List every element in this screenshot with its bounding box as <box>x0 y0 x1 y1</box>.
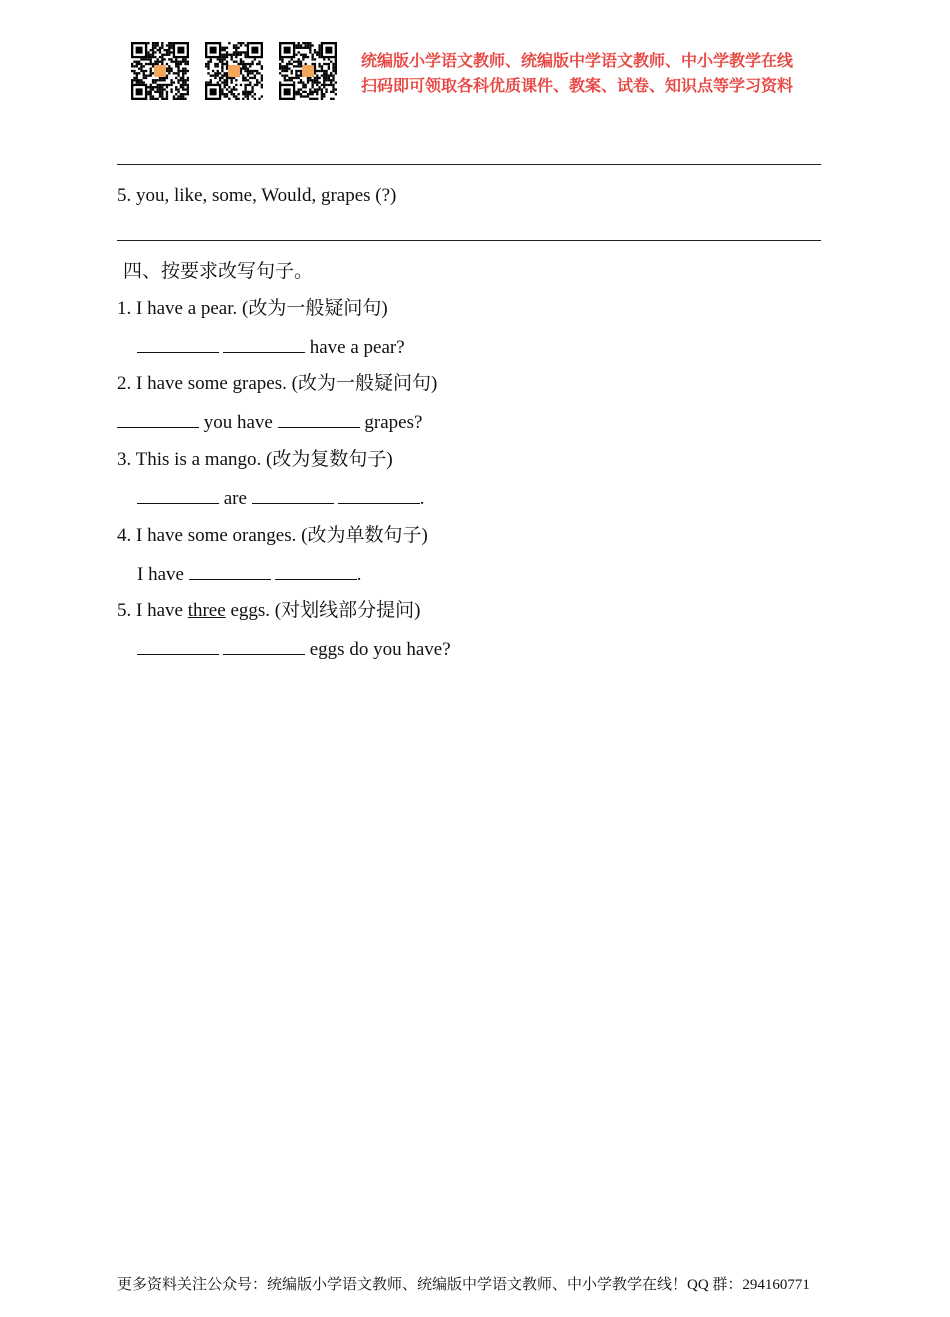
question-4: 4. I have some oranges. (改为单数句子) <box>117 525 428 546</box>
fill-blank[interactable] <box>189 562 271 580</box>
answer-text: grapes? <box>364 412 423 433</box>
page-footer: 更多资料关注公众号：统编版小学语文教师、统编版中学语文教师、中小学教学在线！QQ 群：294160771 <box>117 1277 810 1293</box>
answer-text: are <box>223 488 247 509</box>
banner-line-1: 统编版小学语文教师、统编版中学语文教师、中小学教学在线 <box>361 51 794 70</box>
fill-blank[interactable] <box>338 486 420 504</box>
section-title: 四、按要求改写句子。 <box>123 261 314 282</box>
fill-blank[interactable] <box>223 637 305 655</box>
fill-blank[interactable] <box>223 335 305 353</box>
question-5 <box>117 599 420 623</box>
question-3: 3. This is a mango. (改为复数句子) <box>117 449 393 470</box>
fill-blank[interactable] <box>137 335 219 353</box>
answer-3 <box>137 486 424 511</box>
fill-blank[interactable] <box>137 486 219 504</box>
qr-code-icon <box>205 42 263 100</box>
answer-text: . <box>419 488 425 509</box>
answer-text: have a pear? <box>309 337 405 358</box>
page-header <box>131 42 831 102</box>
promo-banner <box>361 48 831 98</box>
answer-text: I have <box>137 564 184 585</box>
exercise-item: 5. you, like, some, Would, grapes (?) <box>117 185 397 206</box>
banner-line-2: 扫码即可领取各科优质课件、教案、试卷、知识点等学习资料 <box>361 76 794 95</box>
qr-code-icon <box>131 42 189 100</box>
answer-line <box>117 240 821 241</box>
answer-4 <box>137 562 361 587</box>
answer-text: eggs do you have? <box>309 639 451 660</box>
answer-text: you have <box>203 412 273 433</box>
fill-blank[interactable] <box>252 486 334 504</box>
fill-blank[interactable] <box>278 410 360 428</box>
question-1: 1. I have a pear. (改为一般疑问句) <box>117 298 388 319</box>
answer-5 <box>137 637 451 662</box>
question-2: 2. I have some grapes. (改为一般疑问句) <box>117 373 438 394</box>
answer-text: . <box>356 564 362 585</box>
answer-1 <box>137 335 405 360</box>
question-text: 5. I have <box>117 600 183 621</box>
question-text: eggs. (对划线部分提问) <box>230 600 421 621</box>
answer-2 <box>117 410 422 435</box>
answer-line <box>117 164 821 165</box>
fill-blank[interactable] <box>117 410 199 428</box>
qr-code-icon <box>279 42 337 100</box>
underlined-word: three <box>187 600 226 621</box>
fill-blank[interactable] <box>275 562 357 580</box>
fill-blank[interactable] <box>137 637 219 655</box>
